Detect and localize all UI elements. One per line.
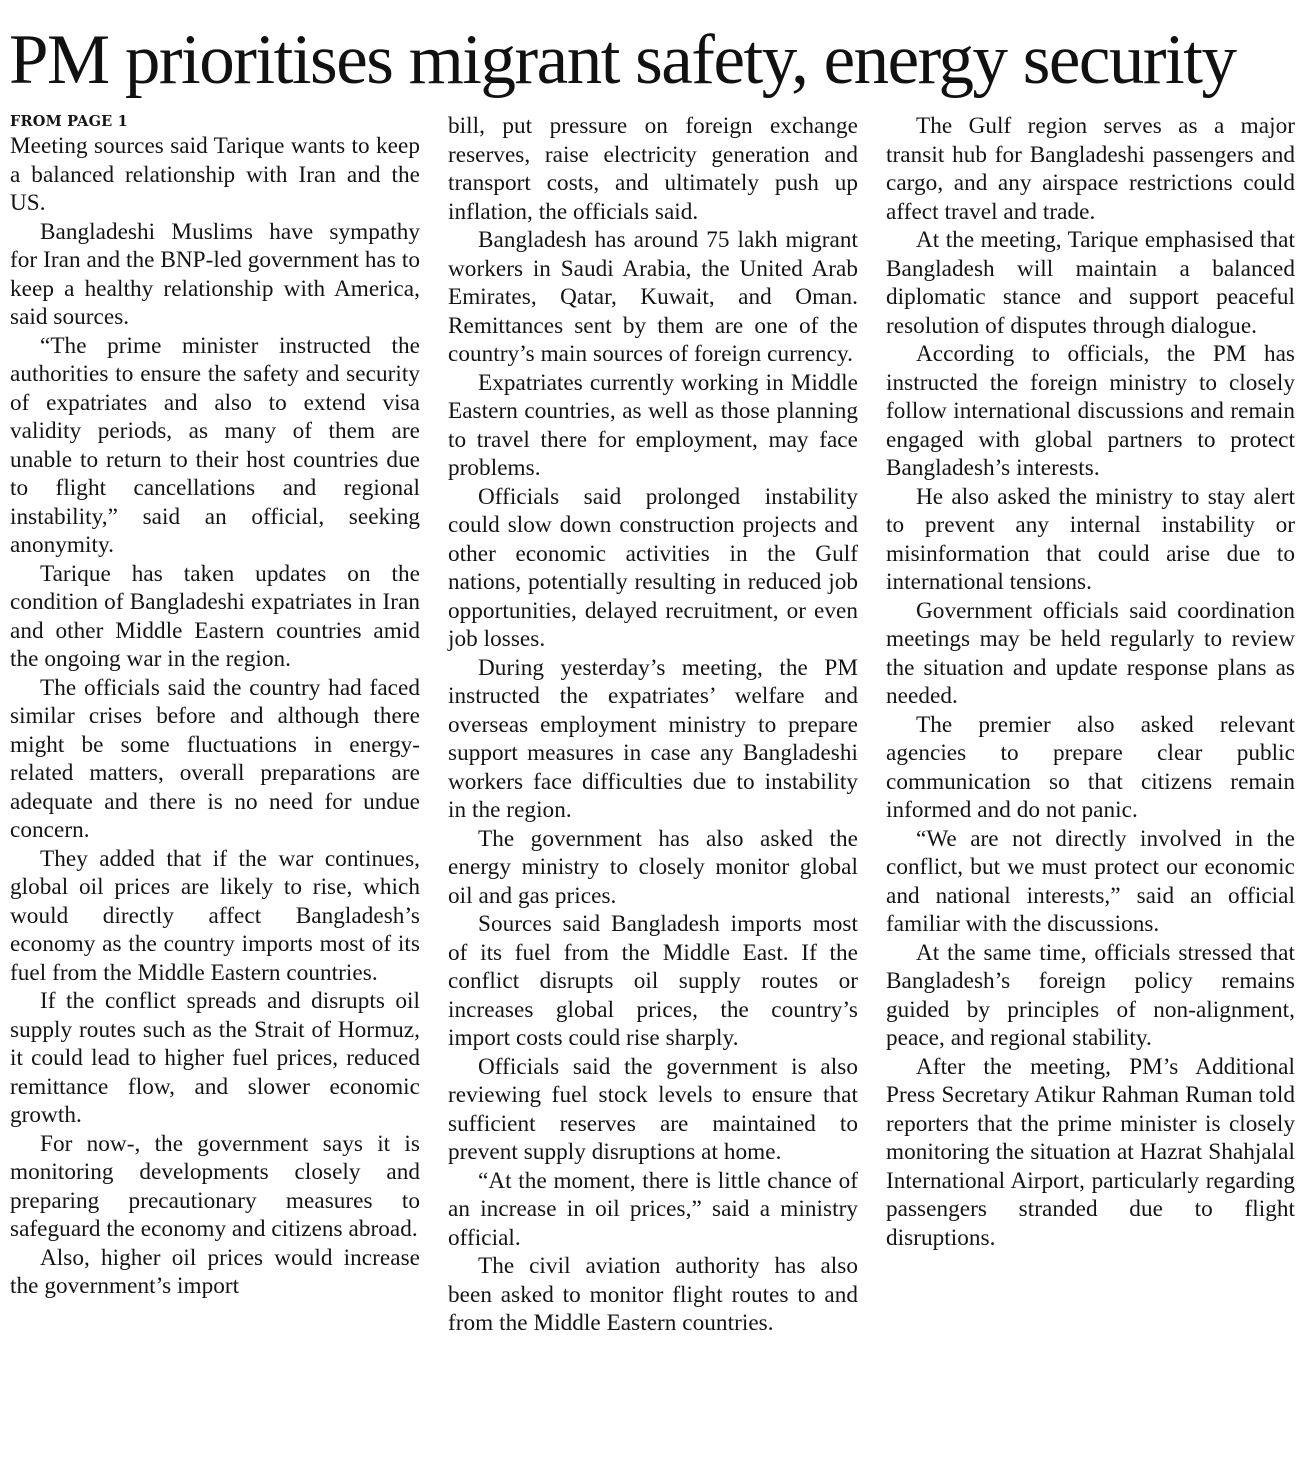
paragraph: Bangladeshi Muslims have sympathy for Iran and the BNP-led government has to keep a healthy relationship with America, said sources. [10,218,420,330]
paragraph: Officials said prolonged instability could slow down construction projects and other economic activities in the Gulf nations, potentially resulting in reduced job opportunities, delayed recruitment, or even job losses. [448,483,858,652]
paragraph: At the same time, officials stressed that Bangladesh’s foreign policy remains guided by principles of non-alignment, peace, and regional stability. [886,939,1295,1051]
paragraph: He also asked the ministry to stay alert to prevent any internal instability or misinformation that could arise due to international tensions. [886,483,1295,595]
paragraph: “We are not directly involved in the conflict, but we must protect our economic and national interests,” said an official familiar with the discussions. [886,825,1295,937]
article-column-2 [448,112,858,1338]
paragraph: Bangladesh has around 75 lakh migrant workers in Saudi Arabia, the United Arab Emirates, Qatar, Kuwait, and Oman. Remittances sent by them are one of the country’s main sources of foreign currency. [448,227,858,367]
page-kicker: FROM PAGE 1 [10,113,128,130]
paragraph: After the meeting, PM’s Additional Press Secretary Atikur Rahman Ruman told reporters that the prime minister is closely monitoring the situation at Hazrat Shahjalal International Airport, particularly regarding passengers stranded due to flight disruptions. [886,1053,1295,1251]
article-column-3 [886,112,1295,1252]
paragraph: The civil aviation authority has also been asked to monitor flight routes to and from the Middle Eastern countries. [448,1253,858,1336]
paragraph: Tarique has taken updates on the condition of Bangladeshi expatriates in Iran and other Middle Eastern countries amid the ongoing war in the region. [10,560,420,672]
headline: PM prioritises migrant safety, energy security [9,21,1236,99]
paragraph: bill, put pressure on foreign exchange reserves, raise electricity generation and transport costs, and ultimately push up inflation, the officials said. [448,113,858,225]
paragraph: They added that if the war continues, global oil prices are likely to rise, which would directly affect Bangladesh’s economy as the country imports most of its fuel from the Middle Eastern countries. [10,845,420,986]
article-column-1 [10,112,420,1301]
paragraph: The government has also asked the energy ministry to closely monitor global oil and gas prices. [448,825,858,909]
paragraph: Expatriates currently working in Middle Eastern countries, as well as those planning to travel there for employment, may face problems. [448,369,858,481]
paragraph: The premier also asked relevant agencies to prepare clear public communication so that citizens remain informed and do not panic. [886,711,1295,823]
paragraph: “At the moment, there is little chance of an increase in oil prices,” said a ministry official. [448,1167,858,1251]
paragraph: At the meeting, Tarique emphasised that Bangladesh will maintain a balanced diplomatic stance and support peaceful resolution of disputes through dialogue. [886,227,1295,339]
paragraph: The officials said the country had faced similar crises before and although there might be some fluctuations in energy-related matters, overall preparations are adequate and there is no need for undue concern. [10,674,420,843]
paragraph: The Gulf region serves as a major transit hub for Bangladeshi passengers and cargo, and any airspace restrictions could affect travel and trade. [886,113,1295,225]
paragraph: If the conflict spreads and disrupts oil supply routes such as the Strait of Hormuz, it could lead to higher fuel prices, reduced remittance flow, and slower economic growth. [10,988,420,1128]
paragraph: Officials said the government is also reviewing fuel stock levels to ensure that sufficient reserves are maintained to prevent supply disruptions at home. [448,1053,858,1165]
paragraph: “The prime minister instructed the authorities to ensure the safety and security of expatriates and also to extend visa validity periods, as many of them are unable to return to their host countries due to flight cancellations and regional instability,” said an official, seeking anonymity. [10,332,420,558]
paragraph: During yesterday’s meeting, the PM instructed the expatriates’ welfare and overseas employment ministry to prepare support measures in case any Bangladeshi workers face difficulties due to instability in the region. [448,654,858,823]
paragraph: Meeting sources said Tarique wants to keep a balanced relationship with Iran and the US. [10,133,420,216]
paragraph: For now-, the government says it is monitoring developments closely and preparing precautionary measures to safeguard the economy and citizens abroad. [10,1130,420,1242]
paragraph: Sources said Bangladesh imports most of its fuel from the Middle East. If the conflict disrupts oil supply routes or increases global prices, the country’s import costs could rise sharply. [448,911,858,1051]
paragraph: According to officials, the PM has instructed the foreign ministry to closely follow international discussions and remain engaged with global partners to protect Bangladesh’s interests. [886,341,1295,481]
paragraph: Government officials said coordination meetings may be held regularly to review the situation and update response plans as needed. [886,597,1295,709]
paragraph: Also, higher oil prices would increase the government’s import [10,1244,420,1299]
